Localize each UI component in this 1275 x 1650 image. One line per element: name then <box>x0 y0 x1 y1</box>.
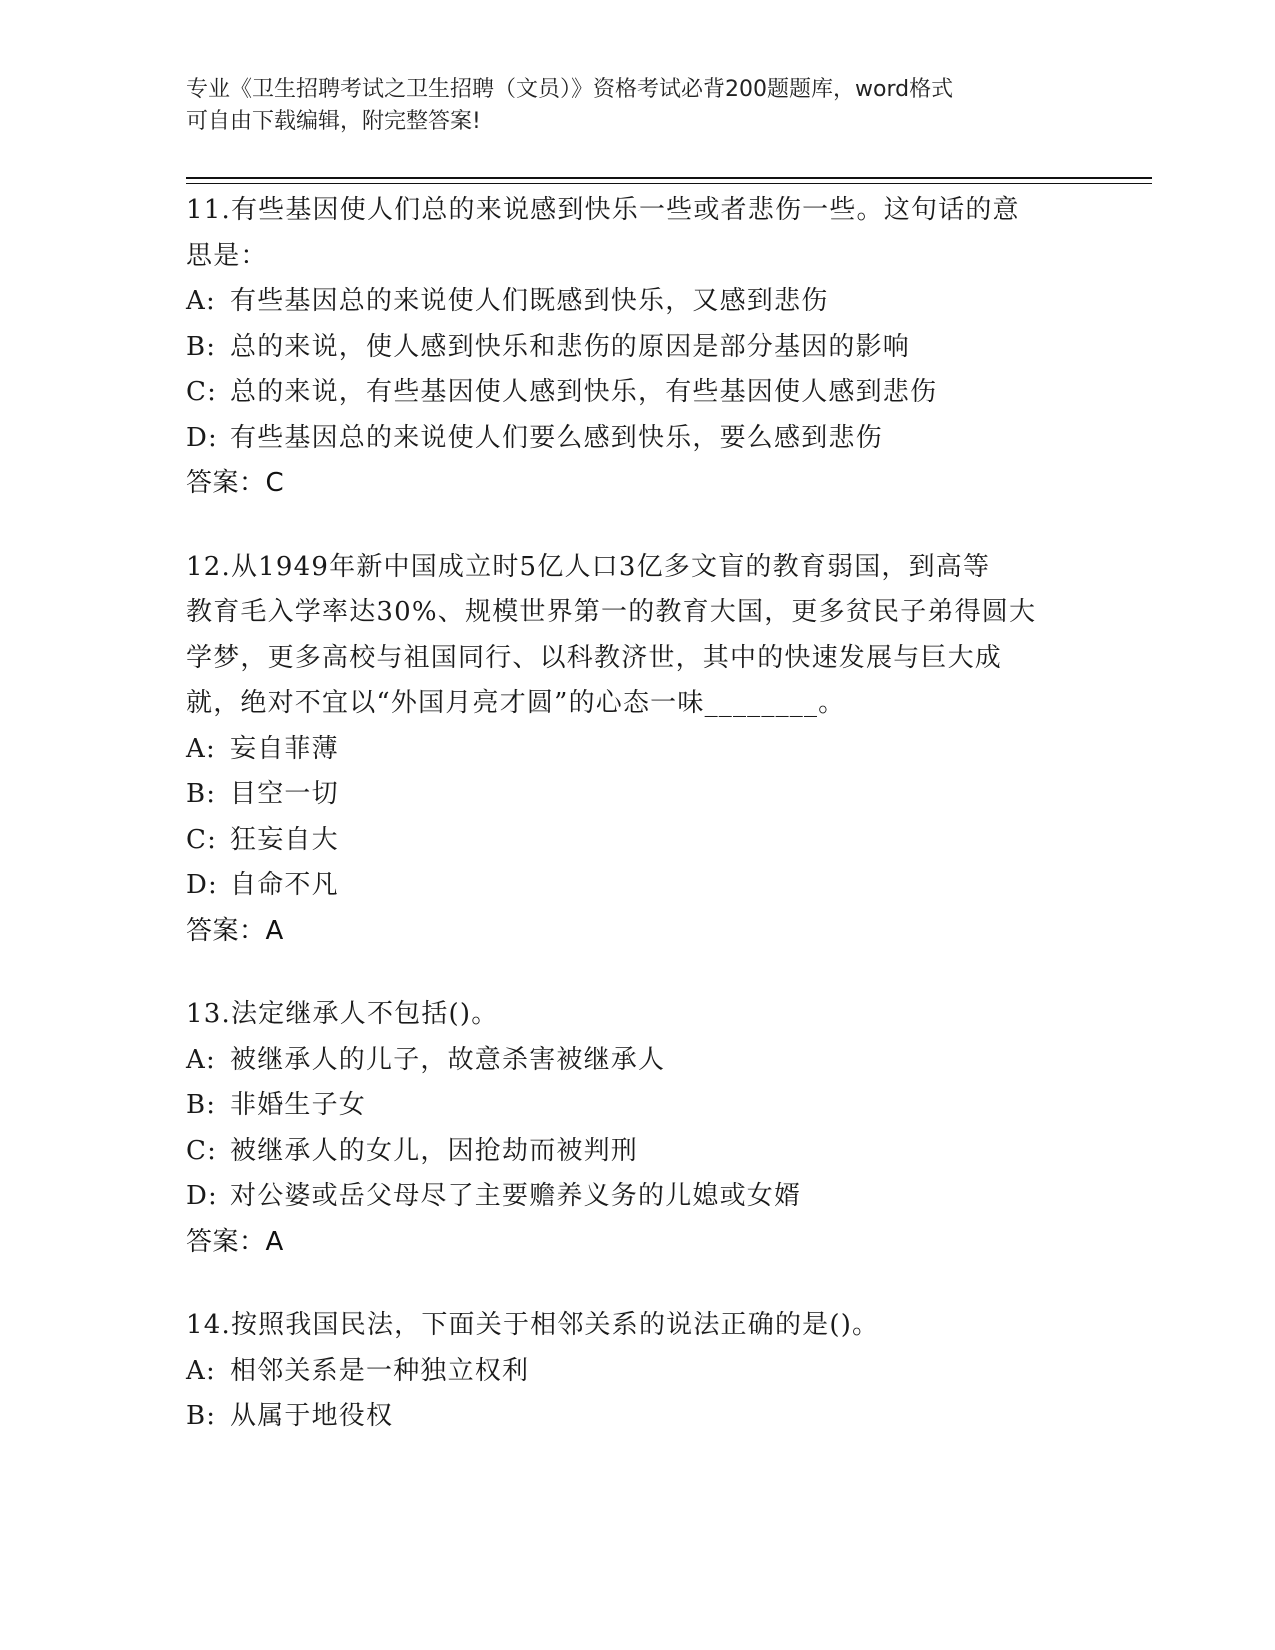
answer-option <box>186 1174 1086 1220</box>
option-text: 对公婆或岳父母尽了主要赡养义务的儿媳或女婿 <box>230 1181 802 1211</box>
option-letter: C: <box>186 824 218 855</box>
answer-option <box>186 1038 1086 1084</box>
answer-option <box>186 1083 1086 1129</box>
question-stem-line: 就，绝对不宜以“外国月亮才圆”的心态一味________。 <box>186 688 846 718</box>
option-letter: B: <box>186 1401 217 1431</box>
document-header <box>186 74 1086 138</box>
question-block <box>186 545 1086 955</box>
option-letter: D: <box>186 422 219 453</box>
answer-option <box>186 1349 1086 1395</box>
header-divider-thin <box>186 183 1152 184</box>
answer-line: 答案：A <box>186 915 284 946</box>
option-letter: A: <box>186 286 216 316</box>
option-text: 狂妄自大 <box>230 824 339 855</box>
header-divider-thick <box>186 177 1152 179</box>
option-text: 有些基因总的来说使人们要么感到快乐，要么感到悲伤 <box>230 422 883 453</box>
answer-option <box>186 772 1086 818</box>
header-line-2: 可自由下载编辑，附完整答案! <box>186 109 481 134</box>
option-letter: D: <box>186 1181 219 1211</box>
answer-option <box>186 279 1086 325</box>
option-text: 非婚生子女 <box>230 1090 367 1120</box>
option-text: 目空一切 <box>230 779 339 809</box>
question-stem-line: 12.从1949年新中国成立时5亿人口3亿多文盲的教育弱国，到高等 <box>186 551 991 582</box>
header-line-1: 专业《卫生招聘考试之卫生招聘（文员）》资格考试必背200题题库，word格式 <box>186 77 954 102</box>
answer-line: 答案：A <box>186 1226 284 1257</box>
question-stem-line: 14.按照我国民法，下面关于相邻关系的说法正确的是()。 <box>186 1310 880 1340</box>
question-list <box>186 188 1086 1440</box>
option-text: 相邻关系是一种独立权利 <box>230 1355 530 1386</box>
option-letter: B: <box>186 1090 217 1120</box>
answer-option <box>186 325 1086 371</box>
option-text: 被继承人的女儿，因抢劫而被判刑 <box>230 1135 639 1166</box>
question-block <box>186 188 1086 507</box>
question-stem-line: 教育毛入学率达30%、规模世界第一的教育大国，更多贫民子弟得圆大 <box>186 597 1037 627</box>
option-text: 妄自菲薄 <box>230 733 339 764</box>
option-text: 总的来说，使人感到快乐和悲伤的原因是部分基因的影响 <box>230 331 911 362</box>
question-block <box>186 1303 1086 1440</box>
answer-option <box>186 1129 1086 1175</box>
option-letter: A: <box>186 1044 216 1075</box>
option-letter: C: <box>186 1135 218 1166</box>
answer-option <box>186 370 1086 416</box>
option-text: 有些基因总的来说使人们既感到快乐，又感到悲伤 <box>230 286 829 316</box>
option-text: 总的来说，有些基因使人感到快乐，有些基因使人感到悲伤 <box>230 377 938 407</box>
option-letter: D: <box>186 870 219 900</box>
question-stem-line: 13.法定继承人不包括()。 <box>186 999 499 1029</box>
option-letter: B: <box>186 331 217 362</box>
question-stem-line: 思是： <box>186 240 268 271</box>
answer-option <box>186 416 1086 462</box>
option-text: 被继承人的儿子，故意杀害被继承人 <box>230 1044 666 1075</box>
option-letter: A: <box>186 733 216 764</box>
option-letter: A: <box>186 1355 216 1386</box>
answer-option <box>186 863 1086 909</box>
answer-option <box>186 818 1086 864</box>
question-stem-line: 学梦，更多高校与祖国同行、以科教济世，其中的快速发展与巨大成 <box>186 642 1003 673</box>
answer-option <box>186 1394 1086 1440</box>
question-block <box>186 992 1086 1265</box>
option-text: 自命不凡 <box>230 870 339 900</box>
answer-option <box>186 727 1086 773</box>
option-text: 从属于地役权 <box>230 1401 394 1431</box>
question-stem-line: 11.有些基因使人们总的来说感到快乐一些或者悲伤一些。这句话的意 <box>186 195 1020 225</box>
answer-line: 答案：C <box>186 468 285 498</box>
option-letter: C: <box>186 377 218 407</box>
option-letter: B: <box>186 779 217 809</box>
